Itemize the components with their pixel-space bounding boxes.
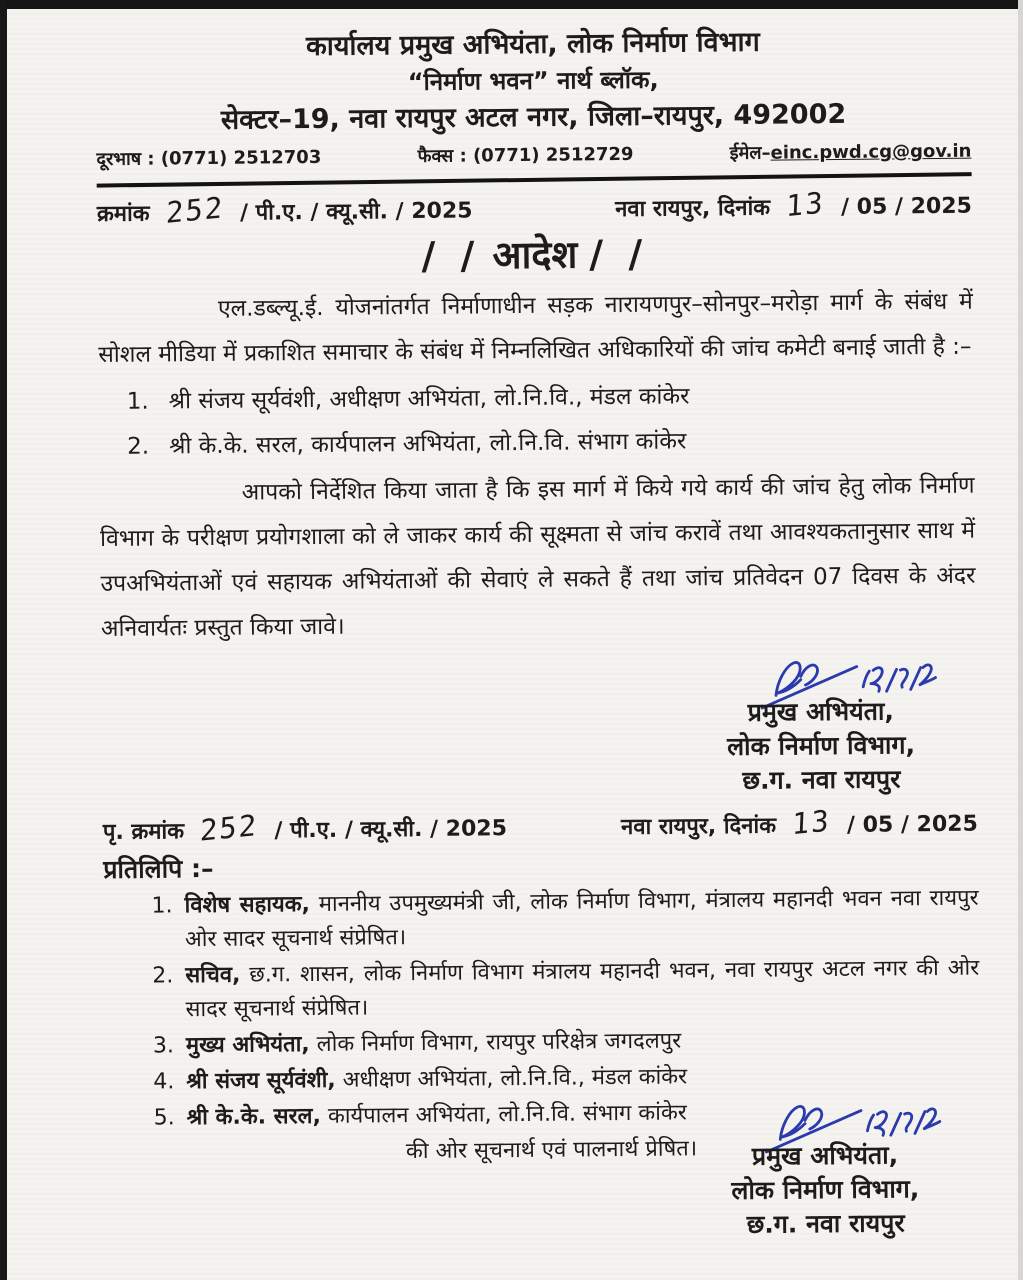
date-day-handwritten: 13: [785, 185, 826, 224]
building-name: “निर्माण भवन” नार्थ ब्लॉक,: [407, 65, 659, 97]
date-rest: / 05 / 2025: [840, 193, 973, 220]
email-address: ईमेल–einc.pwd.cg@gov.in: [729, 140, 972, 164]
place-date-label: नवा रायपुर, दिनांक: [615, 195, 771, 223]
committee-item-number: 2.: [127, 433, 150, 460]
endorsement-number-handwritten: 252: [199, 807, 260, 848]
endorsement-place-date-label: नवा रायपुर, दिनांक: [620, 813, 777, 841]
committee-item: [127, 372, 974, 425]
signatory-block-text: [675, 1138, 976, 1243]
office-name: कार्यालय प्रमुख अभियंता, लोक निर्माण विभाग: [305, 26, 760, 63]
copy-item: 4. श्री संजय सूर्यवंशी, अधीक्षण अभियंता, लो.नि.वि., मंडल कांकेर: [153, 1064, 688, 1095]
signature-block-top: [101, 644, 977, 804]
signatory-place: छ.ग. नवा रायपुर: [746, 1208, 905, 1239]
signatory-place: छ.ग. नवा रायपुर: [742, 764, 901, 795]
endorsement-date-rest: / 05 / 2025: [846, 811, 978, 838]
address-line: सेक्टर–19, नवा रायपुर अटल नगर, जिला–रायपुर, 492002: [220, 98, 847, 136]
committee-item-text: श्री संजय सूर्यवंशी, अधीक्षण अभियंता, लो.नि.वि., मंडल कांकेर: [168, 383, 690, 415]
signatory-designation: प्रमुख अभियंता,: [747, 696, 895, 727]
phone-number: दूरभाष : (0771) 2512703: [96, 146, 322, 171]
contact-row: [96, 140, 971, 172]
copies-label: प्रतिलिपि :–: [103, 853, 214, 885]
copy-item: 5. श्री के.के. सरल, कार्यपालन अभियंता, लो.नि.वि. संभाग कांकेर: [153, 1100, 687, 1131]
scan-edge-left: [0, 0, 7, 1280]
scan-edge-top: [0, 0, 1023, 9]
endorsement-file-code: / पी.ए. / क्यू.सी. / 2025: [274, 816, 508, 844]
committee-item: [127, 417, 974, 470]
scan-edge-right: [1018, 0, 1023, 1280]
copy-item: 3. मुख्य अभियंता, लोक निर्माण विभाग, रायपुर परिक्षेत्र जगदलपुर: [152, 1028, 682, 1059]
signatory-department: लोक निर्माण विभाग,: [727, 730, 916, 762]
endorsement-reference-row: [103, 804, 978, 850]
order-para-1: एल.डब्ल्यू.ई. योजनांतर्गत निर्माणाधीन सड़क नारायणपुर–सोनपुर–मरोड़ा मार्ग के संबंध में सोशल मीडिया में प्रकाशित समाचार के संबंध में निम्नलिखित अधिकारियों की जांच कमेटी बनाई जाती है :–: [98, 288, 973, 369]
order-title: / / आदेश / /: [421, 231, 649, 278]
reference-file-code: / पी.ए. / क्यू.सी. / 2025: [239, 198, 473, 226]
reference-label: क्रमांक: [96, 201, 150, 228]
committee-item-text: श्री के.के. सरल, कार्यपालन अभियंता, लो.नि.वि. संभाग कांकेर: [169, 428, 687, 460]
fax-number: फैक्स : (0771) 2512729: [417, 143, 634, 167]
signatory-block-text: [671, 694, 972, 799]
copy-item: 1. विशेष सहायक, माननीय उपमुख्यमंत्री जी, लोक निर्माण विभाग, मंत्रालय महानदी भवन नवा रायपुर ओर सादर सूचनार्थ संप्रेषित।: [151, 885, 979, 953]
committee-list: [127, 372, 975, 470]
reference-number-handwritten: 252: [164, 190, 225, 231]
signatory-department: लोक निर्माण विभाग,: [731, 1174, 920, 1206]
header-rule: [97, 172, 972, 187]
endorsement-date-day-handwritten: 13: [791, 803, 832, 842]
copy-item: 2. सचिव, छ.ग. शासन, लोक निर्माण विभाग मंत्रालय महानदी भवन, नवा रायपुर अटल नगर की ओर सादर सूचनार्थ संप्रेषित।: [152, 955, 980, 1023]
endorsement-label: पृ. क्रमांक: [102, 819, 185, 846]
signatory-designation: प्रमुख अभियंता,: [751, 1140, 899, 1171]
order-para-2: आपको निर्देशित किया जाता है कि इस मार्ग में किये गये कार्य की जांच हेतु लोक निर्माण विभाग के परीक्षण प्रयोगशाला को ले जाकर कार्य की सूक्ष्मता से जांच करावें तथा आवश्यकतानुसार साथ में उपअभियंताओं एवं सहायक अभियंताओं की सेवाएं ले सकते हैं तथा जांच प्रतिवेदन 07 दिवस के अंदर अनिवार्यतः प्रस्तुत किया जावे।: [99, 472, 976, 643]
copy-continuation: की ओर सूचनार्थ एवं पालनार्थ प्रेषित।: [405, 1136, 698, 1165]
committee-item-number: 1.: [126, 388, 149, 415]
